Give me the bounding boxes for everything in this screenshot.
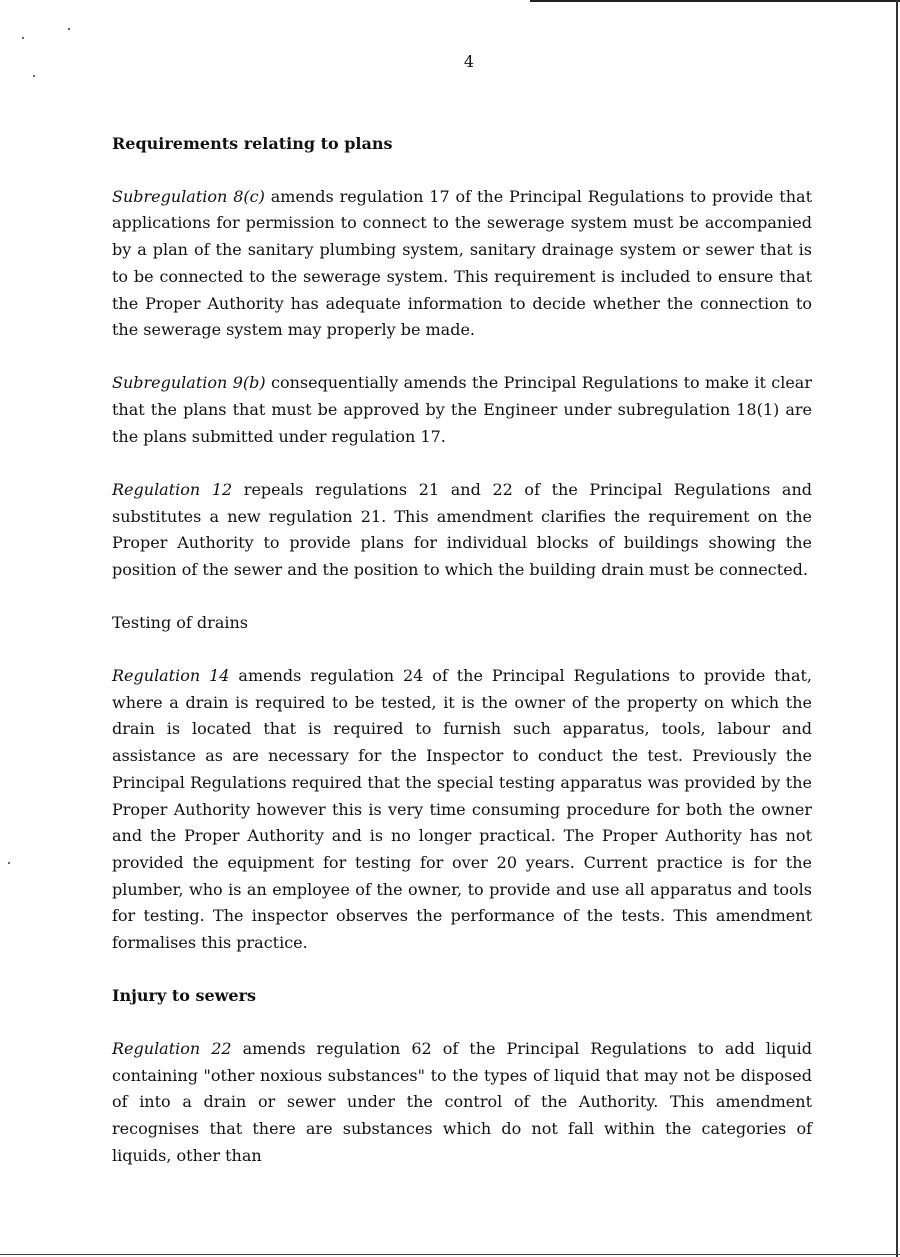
section-injury-to-sewers — [112, 983, 812, 1169]
scan-edge-bottom — [0, 1254, 900, 1255]
page-number: 4 — [463, 52, 475, 71]
regulation-reference: Regulation 12 — [112, 480, 233, 500]
regulation-reference: Subregulation 9(b) — [112, 373, 266, 393]
section-heading: Requirements relating to plans — [112, 134, 393, 153]
section-testing-of-drains — [112, 610, 812, 956]
document-body — [112, 131, 812, 1196]
section-heading: Testing of drains — [112, 613, 248, 633]
paragraph-text: repeals regulations 21 and 22 of the Principal Regulations and substitutes a new regulation 21. This amendment clarifies the requirement on the Proper Authority to provide plans for individual blocks of buildings showing the position of the sewer and the position to which the building drain must be connected. — [112, 480, 812, 580]
paragraph-text: amends regulation 24 of the Principal Regulations to provide that, where a drain is required to be tested, it is the owner of the property on which the drain is located that is required to furnish such apparatus, tools, labour and assistance as are necessary for the Inspector to conduct the test. Previously the Principal Regulations required that the special testing apparatus was provided by the Proper Authority however this is very time consuming procedure for both the owner and the Proper Authority and is no longer practical. The Proper Authority has not provided the equipment for testing for over 20 years. Current practice is for the plumber, who is an employee of the owner, to provide and use all apparatus and tools for testing. The inspector observes the performance of the tests. This amendment formalises this practice. — [112, 666, 812, 953]
paragraph — [112, 477, 812, 584]
section-requirements-relating-to-plans — [112, 131, 812, 584]
paragraph — [112, 1036, 812, 1170]
paragraph-text: consequentially amends the Principal Regulations to make it clear that the plans that must be approved by the Engineer under subregulation 18(1) are the plans submitted under regulation 17. — [112, 373, 812, 446]
scan-speck — [8, 862, 10, 864]
paragraph — [112, 370, 812, 450]
paragraph-text: amends regulation 17 of the Principal Regulations to provide that applications for permission to connect to the sewerage system must be accompanied by a plan of the sanitary plumbing system, sanitary drainage system or sewer that is to be connected to the sewerage system. This requirement is included to ensure that the Proper Authority has adequate information to decide whether the connection to the sewerage system may properly be made. — [112, 186, 812, 340]
regulation-reference: Subregulation 8(c) — [112, 186, 265, 206]
section-heading: Injury to sewers — [112, 986, 257, 1006]
regulation-reference: Regulation 14 — [112, 666, 230, 686]
regulation-reference: Regulation 22 — [112, 1038, 232, 1058]
paragraph-text: amends regulation 62 of the Principal Regulations to add liquid containing "other noxious substances" to the types of liquid that may not be disposed of into a drain or sewer under the control of the Authority. This amendment recognises that there are substances which do not fall within the categories of liquids, other than — [112, 1038, 812, 1165]
scan-speck — [68, 28, 70, 30]
scan-edge-right — [896, 0, 898, 1257]
scan-edge-top — [530, 0, 900, 2]
scan-speck — [33, 75, 35, 77]
scan-speck — [22, 37, 24, 39]
paragraph — [112, 184, 812, 344]
paragraph — [112, 663, 812, 957]
